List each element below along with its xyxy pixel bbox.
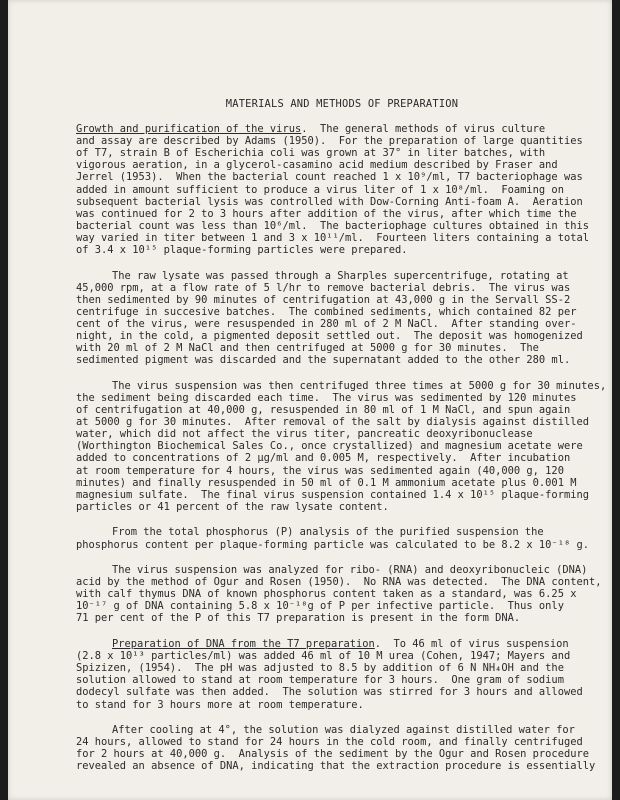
- text-line: [76, 354, 592, 366]
- text-line: [76, 699, 592, 711]
- document-page: [8, 0, 612, 800]
- text-line: [76, 244, 592, 256]
- line-text: particles or 41 percent of the raw lysate content.: [76, 500, 389, 513]
- text-line: [76, 232, 592, 244]
- paragraph: [76, 526, 592, 550]
- line-text: cent of the virus, were resuspended in 280 ml of 2 M NaCl. After standing over-: [76, 318, 577, 330]
- text-line: [76, 392, 592, 404]
- text-line: [76, 477, 592, 489]
- text-line: [76, 539, 592, 551]
- line-text: The raw lysate was passed through a Sharples supercentrifuge, rotating at: [112, 269, 569, 282]
- line-text: solution allowed to stand at room temperature for 3 hours. One gram of sodium: [76, 674, 564, 687]
- paragraph-list: [76, 123, 607, 773]
- text-line: [76, 306, 592, 318]
- text-line: [76, 270, 592, 282]
- line-text: The virus suspension was analyzed for ribo- (RNA) and deoxyribonucleic (DNA): [112, 564, 588, 577]
- text-line: [76, 588, 592, 600]
- paragraph: [76, 123, 592, 256]
- line-text: night, in the cold, a pigmented deposit settled out. The deposit was homogenized: [76, 330, 583, 343]
- text-line: [76, 724, 592, 736]
- text-line: [76, 330, 592, 342]
- line-text: then sedimented by 90 minutes of centrifugation at 43,000 g in the Servall SS-2: [76, 293, 571, 306]
- line-text: acid by the method of Ogur and Rosen (1950). No RNA was detected. The DNA content,: [76, 576, 602, 589]
- line-text: at room temperature for 4 hours, the virus was sedimented again (40,000 g, 120: [76, 464, 564, 477]
- line-text: with calf thymus DNA of known phosphorus content taken as a standard, was 6.25 x: [76, 588, 577, 601]
- text-line: [76, 171, 592, 183]
- text-line: [76, 600, 592, 612]
- line-text: From the total phosphorus (P) analysis of the purified suspension the: [112, 526, 544, 539]
- text-line: [76, 662, 592, 674]
- line-text: the sediment being discarded each time. The virus was sedimented by 120 minutes: [76, 391, 577, 404]
- line-text: dodecyl sulfate was then added. The solution was stirred for 3 hours and allowed: [76, 686, 583, 699]
- text-line: [76, 760, 596, 773]
- text-line: [76, 379, 607, 392]
- line-text: for 2 hours at 40,000 g. Analysis of the sediment by the Ogur and Rosen procedure: [76, 748, 589, 761]
- line-text: . The general methods of virus culture: [301, 123, 546, 136]
- paragraph: [76, 270, 592, 367]
- line-text: (Worthington Biochemical Sales Co., once crystallized) and magnesium acetate were: [76, 440, 583, 453]
- text-line: [76, 294, 592, 306]
- text-line: [76, 638, 592, 650]
- line-text: (2.8 x 10¹³ particles/ml) was added 46 ml of 10 M urea (Cohen, 1947; Mayers and: [76, 650, 571, 663]
- line-text: added to concentrations of 2 µg/ml and 0.005 M, respectively. After incubation: [76, 452, 571, 465]
- line-text: subsequent bacterial lysis was controlled with Dow-Corning Anti-foam A. Aeration: [76, 195, 583, 208]
- line-text: phosphorus content per plaque-forming particle was calculated to be 8.2 x 10⁻¹⁸ g.: [76, 538, 589, 551]
- text-line: [76, 686, 592, 698]
- text-line: [76, 612, 592, 624]
- line-text: was continued for 2 to 3 hours after addition of the virus, after which time the: [76, 207, 577, 220]
- text-line: [76, 342, 592, 354]
- document-body: [76, 98, 607, 786]
- text-line: [76, 576, 602, 589]
- line-text: 24 hours, allowed to stand for 24 hours in the cold room, and finally centrifuged: [76, 736, 583, 749]
- text-line: [76, 650, 592, 662]
- line-text: sedimented pigment was discarded and the supernatant added to the other 280 ml.: [76, 354, 571, 367]
- text-line: [76, 428, 592, 440]
- paragraph: [76, 564, 602, 625]
- line-text: way varied in titer between 1 and 3 x 10¹¹/ml. Fourteen liters containing a total: [76, 231, 589, 244]
- line-text: added in amount sufficient to produce a virus liter of 1 x 10⁸/ml. Foaming on: [76, 183, 564, 196]
- line-text: at 5000 g for 30 minutes. After removal of the salt by dialysis against distilled: [76, 416, 589, 429]
- text-line: [76, 564, 592, 576]
- text-line: [76, 184, 592, 196]
- section-heading: Growth and purification of the virus: [76, 123, 302, 136]
- line-text: revealed an absence of DNA, indicating that the extraction procedure is essentially: [76, 760, 596, 773]
- line-text: Spizizen, (1954). The pH was adjusted to 8.5 by addition of 6 N NH₄OH and the: [76, 662, 564, 675]
- text-line: [76, 416, 592, 428]
- paragraph: [76, 379, 607, 513]
- text-line: [76, 526, 592, 538]
- line-text: After cooling at 4°, the solution was dialyzed against distilled water for: [112, 724, 575, 737]
- text-line: [76, 501, 592, 513]
- text-line: [76, 135, 592, 147]
- line-text: magnesium sulfate. The final virus suspension contained 1.4 x 10¹⁵ plaque-forming: [76, 488, 589, 501]
- text-line: [76, 208, 592, 220]
- line-text: bacterial count was less than 10⁶/ml. The bacteriophage cultures obtained in this: [76, 219, 589, 232]
- line-text: to stand for 3 hours more at room temperature.: [76, 698, 364, 711]
- line-text: of T7, strain B of Escherichia coli was grown at 37° in liter batches, with: [76, 147, 546, 160]
- document-title: MATERIALS AND METHODS OF PREPARATION: [225, 98, 459, 110]
- paragraph: [76, 724, 596, 773]
- text-line: [76, 159, 592, 171]
- line-text: with 20 ml of 2 M NaCl and then centrifuged at 5000 g for 30 minutes. The: [76, 342, 539, 355]
- text-line: [76, 489, 592, 501]
- line-text: 10⁻¹⁷ g of DNA containing 5.8 x 10⁻¹⁸g of P per infective particle. Thus only: [76, 600, 564, 613]
- text-line: [76, 748, 592, 760]
- text-line: [76, 465, 592, 477]
- line-text: water, which did not affect the virus titer, pancreatic deoxyribonuclease: [76, 428, 533, 441]
- text-line: [76, 318, 592, 330]
- line-text: centrifuge in succesive batches. The combined sediments, which contained 82 per: [76, 305, 577, 318]
- text-line: [76, 147, 592, 159]
- text-line: [76, 674, 592, 686]
- line-text: and assay are described by Adams (1950). For the preparation of large quantities: [76, 135, 583, 148]
- line-text: vigorous aeration, in a glycerol-casamino acid medium described by Fraser and: [76, 159, 558, 172]
- line-text: Jerrel (1953). When the bacterial count reached 1 x 10⁹/ml, T7 bacteriophage was: [76, 171, 583, 184]
- line-text: of 3.4 x 10¹⁵ plaque-forming particles were prepared.: [76, 244, 408, 257]
- text-line: [76, 736, 592, 748]
- line-text: The virus suspension was then centrifuged three times at 5000 g for 30 minutes,: [112, 379, 607, 392]
- text-line: [76, 452, 592, 464]
- section-heading: Preparation of DNA from the T7 preparation: [112, 638, 375, 651]
- paragraph: [76, 638, 592, 711]
- text-line: [76, 404, 592, 416]
- line-text: . To 46 ml of virus suspension: [374, 638, 569, 651]
- text-line: [76, 123, 592, 135]
- line-text: 71 per cent of the P of this T7 preparation is present in the form DNA.: [76, 612, 521, 625]
- text-line: [76, 196, 592, 208]
- line-text: of centrifugation at 40,000 g, resuspended in 80 ml of 1 M NaCl, and spun again: [76, 404, 571, 417]
- text-line: [76, 440, 592, 452]
- text-line: [76, 220, 592, 232]
- line-text: 45,000 rpm, at a flow rate of 5 l/hr to remove bacterial debris. The virus was: [76, 281, 571, 294]
- text-line: [76, 282, 592, 294]
- line-text: minutes) and finally resuspended in 50 ml of 0.1 M ammonium acetate plus 0.001 M: [76, 476, 577, 489]
